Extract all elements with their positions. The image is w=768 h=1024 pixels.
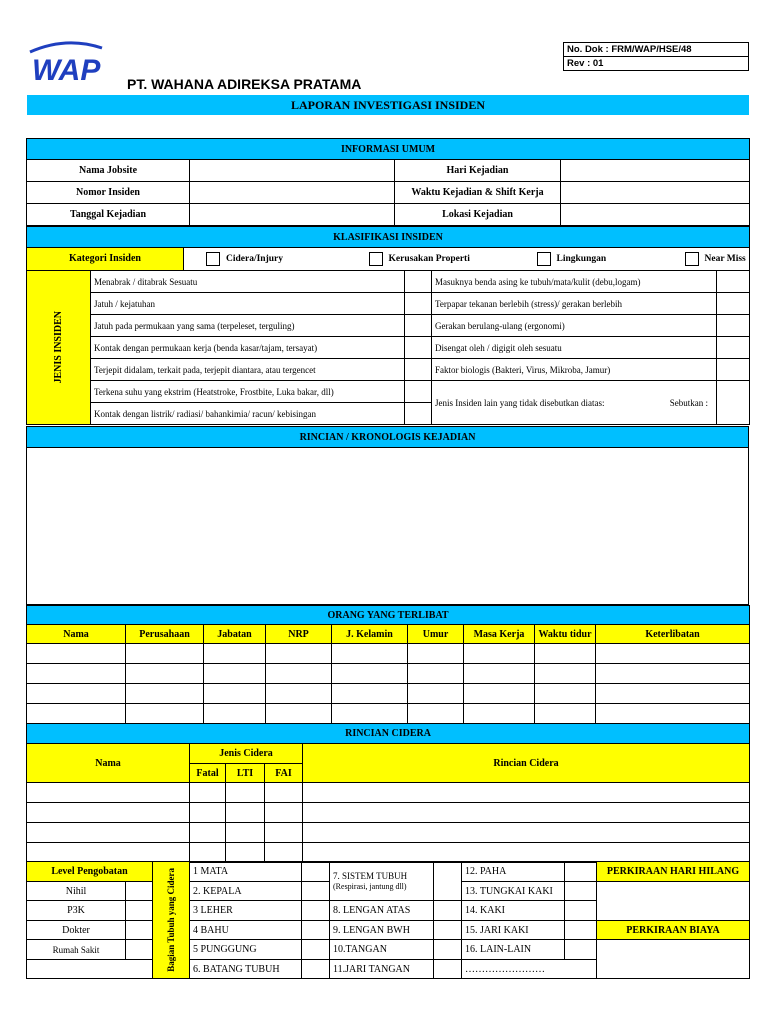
cell[interactable] bbox=[332, 664, 408, 684]
cell[interactable] bbox=[303, 783, 750, 803]
cell[interactable] bbox=[266, 684, 332, 704]
cell[interactable] bbox=[226, 783, 265, 803]
cell[interactable] bbox=[27, 783, 190, 803]
cell[interactable] bbox=[204, 664, 266, 684]
checkbox-near-miss[interactable] bbox=[685, 252, 699, 266]
section-klasifikasi: KLASIFIKASI INSIDEN bbox=[27, 227, 750, 248]
checkbox-lingkungan[interactable] bbox=[537, 252, 551, 266]
level-rumah-sakit: Rumah Sakit bbox=[27, 940, 126, 960]
cell[interactable] bbox=[265, 783, 303, 803]
check-left-1[interactable] bbox=[405, 271, 432, 293]
col-jenis-kelamin: J. Kelamin bbox=[332, 625, 408, 644]
chronology-table bbox=[26, 426, 749, 605]
check-body-7[interactable] bbox=[434, 862, 462, 901]
logo-text: WAP bbox=[32, 54, 101, 87]
level-nihil: Nihil bbox=[27, 882, 126, 901]
table-row bbox=[27, 704, 750, 724]
cell[interactable] bbox=[126, 644, 204, 664]
cell[interactable] bbox=[27, 843, 190, 863]
col-nrp: NRP bbox=[266, 625, 332, 644]
section-orang-terlibat: ORANG YANG TERLIBAT bbox=[27, 606, 750, 625]
cell[interactable] bbox=[190, 783, 226, 803]
body-part-2: 2. KEPALA bbox=[190, 882, 302, 901]
check-body-16[interactable] bbox=[565, 940, 597, 960]
check-body-5[interactable] bbox=[302, 940, 330, 960]
check-right-5[interactable] bbox=[717, 359, 750, 381]
injury-detail-table bbox=[26, 723, 750, 863]
table-row bbox=[27, 783, 750, 803]
jenis-left-6: Terkena suhu yang ekstrim (Heatstroke, Frostbite, Luka bakar, dll) bbox=[91, 381, 405, 403]
cell[interactable] bbox=[303, 823, 750, 843]
jenis-left-1: Menabrak / ditabrak Sesuatu bbox=[91, 271, 405, 293]
field-biaya[interactable] bbox=[597, 940, 750, 979]
col-cidera-nama: Nama bbox=[27, 744, 190, 783]
level-dokter: Dokter bbox=[27, 921, 126, 940]
label-lokasi-kejadian: Lokasi Kejadian bbox=[395, 204, 561, 226]
cell[interactable] bbox=[126, 704, 204, 724]
table-row bbox=[27, 684, 750, 704]
jenis-right-2: Terpapar tekanan berlebih (stress)/ gerakan berlebih bbox=[432, 293, 717, 315]
table-row bbox=[27, 664, 750, 684]
table-row bbox=[27, 823, 750, 843]
cell[interactable] bbox=[190, 843, 226, 863]
cell[interactable] bbox=[332, 644, 408, 664]
body-part-table bbox=[26, 861, 750, 979]
check-body-6[interactable] bbox=[302, 960, 330, 979]
jenis-left-3: Jatuh pada permukaan yang sama (terpeleset, terguling) bbox=[91, 315, 405, 337]
field-kronologis[interactable] bbox=[27, 448, 749, 605]
cell[interactable] bbox=[190, 803, 226, 823]
doc-revision: Rev : 01 bbox=[564, 57, 749, 71]
check-left-3[interactable] bbox=[405, 315, 432, 337]
jenis-left-2: Jatuh / kejatuhan bbox=[91, 293, 405, 315]
field-lain-lain[interactable]: …………………… bbox=[462, 960, 597, 979]
col-masa-kerja: Masa Kerja bbox=[464, 625, 535, 644]
field-waktu-kejadian[interactable] bbox=[561, 182, 750, 204]
col-jabatan: Jabatan bbox=[204, 625, 266, 644]
jenis-insiden-cell bbox=[27, 271, 91, 425]
col-umur: Umur bbox=[408, 625, 464, 644]
body-part-4: 4 BAHU bbox=[190, 921, 302, 940]
col-rincian-cidera: Rincian Cidera bbox=[303, 744, 750, 783]
cell[interactable] bbox=[266, 664, 332, 684]
cell[interactable] bbox=[226, 843, 265, 863]
label-kategori-insiden: Kategori Insiden bbox=[27, 248, 184, 270]
form-title: LAPORAN INVESTIGASI INSIDEN bbox=[290, 98, 486, 112]
cell[interactable] bbox=[596, 684, 750, 704]
bagian-tubuh-cell bbox=[153, 862, 190, 979]
field-hari-hilang[interactable] bbox=[597, 882, 750, 921]
col-waktu-tidur: Waktu tidur bbox=[535, 625, 596, 644]
body-part-8: 8. LENGAN ATAS bbox=[330, 901, 434, 921]
body-part-5: 5 PUNGGUNG bbox=[190, 940, 302, 960]
body-part-13: 13. TUNGKAI KAKI bbox=[462, 882, 565, 901]
check-body-1[interactable] bbox=[302, 862, 330, 882]
jenis-right-3: Gerakan berulang-ulang (ergonomi) bbox=[432, 315, 717, 337]
jenis-left-4: Kontak dengan permukaan kerja (benda kasar/tajam, tersayat) bbox=[91, 337, 405, 359]
cell[interactable] bbox=[535, 704, 596, 724]
check-level-rumah-sakit[interactable] bbox=[126, 940, 153, 960]
body-part-14: 14. KAKI bbox=[462, 901, 565, 921]
jenis-right-5: Faktor biologis (Bakteri, Virus, Mikroba, Jamur) bbox=[432, 359, 717, 381]
cell[interactable] bbox=[27, 664, 126, 684]
check-left-4[interactable] bbox=[405, 337, 432, 359]
label-hari-hilang: PERKIRAAN HARI HILANG bbox=[597, 862, 750, 882]
cell[interactable] bbox=[27, 644, 126, 664]
col-keterlibatan: Keterlibatan bbox=[596, 625, 750, 644]
label-level-pengobatan: Level Pengobatan bbox=[27, 862, 153, 882]
cell[interactable] bbox=[190, 823, 226, 843]
label-nama-jobsite: Nama Jobsite bbox=[27, 160, 190, 182]
col-lti: LTI bbox=[226, 764, 265, 783]
cell[interactable] bbox=[408, 704, 464, 724]
label-tanggal-kejadian: Tanggal Kejadian bbox=[27, 204, 190, 226]
body-part-11: 11.JARI TANGAN bbox=[330, 960, 434, 979]
general-info-table bbox=[26, 138, 750, 226]
classification-table bbox=[26, 226, 750, 425]
body-part-15: 15. JARI KAKI bbox=[462, 921, 565, 940]
label-sebutkan: Sebutkan : bbox=[669, 397, 708, 408]
check-level-dokter[interactable] bbox=[126, 921, 153, 940]
field-lokasi-kejadian[interactable] bbox=[561, 204, 750, 226]
cell[interactable] bbox=[226, 823, 265, 843]
check-body-4[interactable] bbox=[302, 921, 330, 940]
check-body-13[interactable] bbox=[565, 882, 597, 901]
cell[interactable] bbox=[303, 843, 750, 863]
table-row bbox=[27, 803, 750, 823]
col-perusahaan: Perusahaan bbox=[126, 625, 204, 644]
check-right-3[interactable] bbox=[717, 315, 750, 337]
cell[interactable] bbox=[303, 803, 750, 823]
cell[interactable] bbox=[204, 684, 266, 704]
body-part-6: 6. BATANG TUBUH bbox=[190, 960, 302, 979]
cell[interactable] bbox=[126, 664, 204, 684]
check-body-11[interactable] bbox=[434, 960, 462, 979]
option-near-miss: Near Miss bbox=[704, 254, 746, 264]
cell[interactable] bbox=[535, 664, 596, 684]
company-name: PT. WAHANA ADIREKSA PRATAMA bbox=[127, 76, 362, 92]
option-kerusakan-properti: Kerusakan Properti bbox=[388, 254, 470, 264]
check-right-1[interactable] bbox=[717, 271, 750, 293]
cell[interactable] bbox=[265, 823, 303, 843]
check-body-3[interactable] bbox=[302, 901, 330, 921]
label-waktu-kejadian: Waktu Kejadian & Shift Kerja bbox=[395, 182, 561, 204]
col-fatal: Fatal bbox=[190, 764, 226, 783]
form-title-bar bbox=[27, 95, 749, 115]
cell[interactable] bbox=[596, 644, 750, 664]
option-lingkungan: Lingkungan bbox=[556, 254, 607, 264]
check-left-2[interactable] bbox=[405, 293, 432, 315]
cell[interactable] bbox=[596, 664, 750, 684]
section-kronologis: RINCIAN / KRONOLOGIS KEJADIAN bbox=[27, 427, 749, 448]
label-hari-kejadian: Hari Kejadian bbox=[395, 160, 561, 182]
check-body-2[interactable] bbox=[302, 882, 330, 901]
body-part-3: 3 LEHER bbox=[190, 901, 302, 921]
body-part-7-sub: (Respirasi, jantung dll) bbox=[333, 881, 407, 891]
cell[interactable] bbox=[332, 684, 408, 704]
col-nama: Nama bbox=[27, 625, 126, 644]
cell[interactable] bbox=[204, 644, 266, 664]
cell[interactable] bbox=[408, 664, 464, 684]
cell[interactable] bbox=[464, 644, 535, 664]
table-row bbox=[27, 644, 750, 664]
doc-number: No. Dok : FRM/WAP/HSE/48 bbox=[564, 43, 749, 57]
cell[interactable] bbox=[266, 644, 332, 664]
checkbox-cidera[interactable] bbox=[206, 252, 220, 266]
cell[interactable] bbox=[126, 684, 204, 704]
jenis-left-5: Terjepit didalam, terkait pada, terjepit diantara, atau tergencet bbox=[91, 359, 405, 381]
jenis-right-4: Disengat oleh / digigit oleh sesuatu bbox=[432, 337, 717, 359]
cell[interactable] bbox=[332, 704, 408, 724]
check-left-5[interactable] bbox=[405, 359, 432, 381]
cell[interactable] bbox=[464, 704, 535, 724]
body-part-9: 9. LENGAN BWH bbox=[330, 921, 434, 940]
checkbox-kerusakan-properti[interactable] bbox=[369, 252, 383, 266]
option-cidera: Cidera/Injury bbox=[226, 254, 283, 264]
field-hari-kejadian[interactable] bbox=[561, 160, 750, 182]
check-level-p3k[interactable] bbox=[126, 901, 153, 921]
check-body-8[interactable] bbox=[434, 901, 462, 921]
check-left-7[interactable] bbox=[405, 403, 432, 425]
cell[interactable] bbox=[27, 823, 190, 843]
col-fai: FAI bbox=[265, 764, 303, 783]
check-body-10[interactable] bbox=[434, 940, 462, 960]
cell[interactable] bbox=[535, 644, 596, 664]
body-part-7: 7. SISTEM TUBUH bbox=[333, 870, 408, 881]
cell[interactable] bbox=[408, 644, 464, 664]
body-part-1: 1 MATA bbox=[190, 862, 302, 882]
jenis-lain-lain: Jenis Insiden lain yang tidak disebutkan diatas: bbox=[435, 397, 605, 408]
level-p3k: P3K bbox=[27, 901, 126, 921]
cell[interactable] bbox=[265, 843, 303, 863]
jenis-left-7: Kontak dengan listrik/ radiasi/ bahankimia/ racun/ kebisingan bbox=[91, 403, 405, 425]
check-lain-lain[interactable] bbox=[717, 381, 750, 425]
check-right-2[interactable] bbox=[717, 293, 750, 315]
cell[interactable] bbox=[464, 684, 535, 704]
cell[interactable] bbox=[226, 803, 265, 823]
body-part-7-cell bbox=[330, 862, 434, 901]
check-body-9[interactable] bbox=[434, 921, 462, 940]
check-level-nihil[interactable] bbox=[126, 882, 153, 901]
cell[interactable] bbox=[27, 803, 190, 823]
label-jenis-insiden: JENIS INSIDEN bbox=[53, 311, 64, 384]
section-informasi-umum: INFORMASI UMUM bbox=[27, 139, 750, 160]
check-right-4[interactable] bbox=[717, 337, 750, 359]
cell[interactable] bbox=[27, 684, 126, 704]
cell[interactable] bbox=[408, 684, 464, 704]
cell[interactable] bbox=[464, 664, 535, 684]
cell[interactable] bbox=[535, 684, 596, 704]
cell[interactable] bbox=[265, 803, 303, 823]
field-nomor-insiden[interactable] bbox=[190, 182, 395, 204]
label-bagian-tubuh: Bagian Tubuh yang Cidera bbox=[166, 868, 177, 972]
field-tanggal-kejadian[interactable] bbox=[190, 204, 395, 226]
col-jenis-cidera: Jenis Cidera bbox=[190, 744, 303, 764]
label-biaya: PERKIRAAN BIAYA bbox=[597, 921, 750, 940]
jenis-lain-lain-cell bbox=[432, 381, 717, 425]
company-logo bbox=[26, 38, 106, 88]
body-part-16: 16. LAIN-LAIN bbox=[462, 940, 565, 960]
body-part-10: 10.TANGAN bbox=[330, 940, 434, 960]
cell[interactable] bbox=[596, 704, 750, 724]
check-body-15[interactable] bbox=[565, 921, 597, 940]
check-left-6[interactable] bbox=[405, 381, 432, 403]
empty-level-cell bbox=[27, 960, 153, 979]
jenis-right-1: Masuknya benda asing ke tubuh/mata/kulit (debu,logam) bbox=[432, 271, 717, 293]
check-body-12[interactable] bbox=[565, 862, 597, 882]
cell[interactable] bbox=[266, 704, 332, 724]
check-body-14[interactable] bbox=[565, 901, 597, 921]
document-number-box bbox=[563, 42, 749, 71]
people-involved-table bbox=[26, 605, 750, 724]
cell[interactable] bbox=[27, 704, 126, 724]
label-nomor-insiden: Nomor Insiden bbox=[27, 182, 190, 204]
cell[interactable] bbox=[204, 704, 266, 724]
table-row bbox=[27, 843, 750, 863]
field-nama-jobsite[interactable] bbox=[190, 160, 395, 182]
body-part-12: 12. PAHA bbox=[462, 862, 565, 882]
section-rincian-cidera: RINCIAN CIDERA bbox=[27, 724, 750, 744]
